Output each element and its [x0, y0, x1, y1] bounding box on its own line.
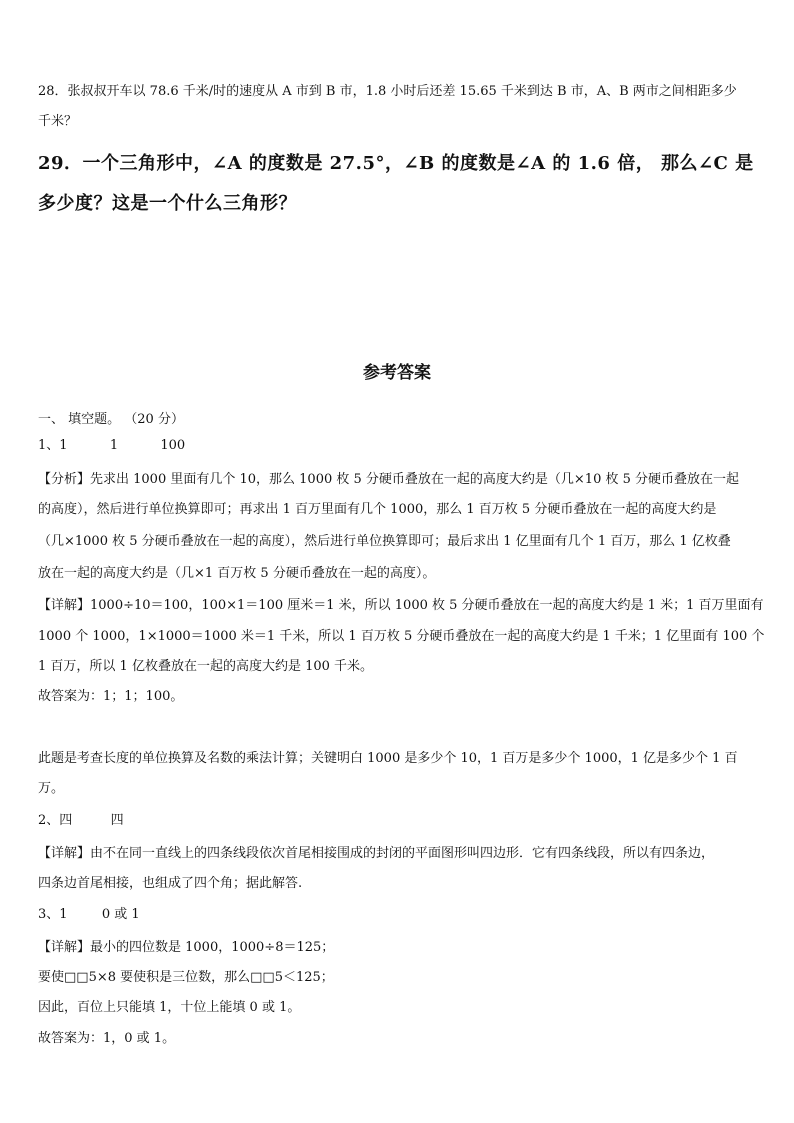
answers-title: 参考答案	[363, 363, 431, 383]
question-28-line-2: 千米？	[38, 114, 78, 129]
answer-3-line: 【详解】最小的四位数是 1000，1000÷8＝125；	[38, 940, 335, 955]
answer-1-analysis-line: （几×1000 枚 5 分硬币叠放在一起的高度），然后进行单位换算即可；最后求出 1 亿里面有几个 1 百万，那么 1 亿枚叠	[38, 534, 731, 549]
answer-1-note-line: 万。	[38, 781, 65, 796]
answer-1-detail-line: 1 百万，所以 1 亿枚叠放在一起的高度大约是 100 千米。	[38, 659, 374, 674]
answer-1-analysis-line: 的高度），然后进行单位换算即可；再求出 1 百万里面有几个 1000，那么 1 百万枚 5 分硬币叠放在一起的高度大约是	[38, 502, 717, 517]
section-heading: 一、 填空题。 （20 分）	[38, 412, 184, 427]
answer-3-line: 故答案为：1，0 或 1。	[38, 1031, 176, 1046]
answer-1-detail-line: 【详解】1000÷10＝100，100×1＝100 厘米＝1 米，所以 1000 枚 5 分硬币叠放在一起的高度大约是 1 米；1 百万里面有	[38, 598, 764, 613]
answer-1-final: 故答案为：1；1；100。	[38, 689, 184, 704]
answer-3-value-2: 0 或 1	[101, 907, 140, 922]
answer-3-number: 3、1	[38, 907, 68, 922]
answer-1-value-2: 1	[109, 438, 119, 453]
answer-1-analysis-line: 放在一起的高度大约是（几×1 百万枚 5 分硬币叠放在一起的高度）。	[38, 566, 436, 581]
answer-1-analysis-line: 【分析】先求出 1000 里面有几个 10，那么 1000 枚 5 分硬币叠放在一起的高度大约是（几×10 枚 5 分硬币叠放在一起	[38, 472, 740, 487]
answer-1-number: 1、1	[38, 438, 68, 453]
answer-2-value-2: 四	[110, 813, 124, 828]
question-28-line-1: 28．张叔叔开车以 78.6 千米/时的速度从 A 市到 B 市，1.8 小时后还差 15.65 千米到达 B 市，A、B 两市之间相距多少	[38, 84, 737, 99]
answer-1-note-line: 此题是考查长度的单位换算及名数的乘法计算；关键明白 1000 是多少个 10，1 百万是多少个 1000，1 亿是多少个 1 百	[38, 751, 738, 766]
answer-2-number: 2、四	[38, 813, 73, 828]
question-29-line-2: 多少度？这是一个什么三角形？	[38, 193, 297, 214]
question-29-line-1: 29．一个三角形中，∠A 的度数是 27.5°，∠B 的度数是∠A 的 1.6 倍， 那么∠C 是	[38, 153, 754, 174]
answer-1-value-3: 100	[160, 438, 186, 453]
answer-3-line: 因此，百位上只能填 1，十位上能填 0 或 1。	[38, 1000, 301, 1015]
answer-3-line: 要使□□5×8 要使积是三位数，那么□□5＜125；	[38, 970, 334, 985]
answer-1-detail-line: 1000 个 1000，1×1000＝1000 米＝1 千米，所以 1 百万枚 5 分硬币叠放在一起的高度大约是 1 千米；1 亿里面有 100 个	[38, 629, 765, 644]
answer-2-header	[38, 813, 124, 829]
answer-3-header	[38, 907, 140, 923]
answer-2-detail-line: 四条边首尾相接，也组成了四个角；据此解答.	[38, 876, 303, 891]
answer-1-header	[38, 438, 185, 454]
answer-2-detail-line: 【详解】由不在同一直线上的四条线段依次首尾相接围成的封闭的平面图形叫四边形．它有四条线段，所以有四条边，	[38, 846, 715, 861]
